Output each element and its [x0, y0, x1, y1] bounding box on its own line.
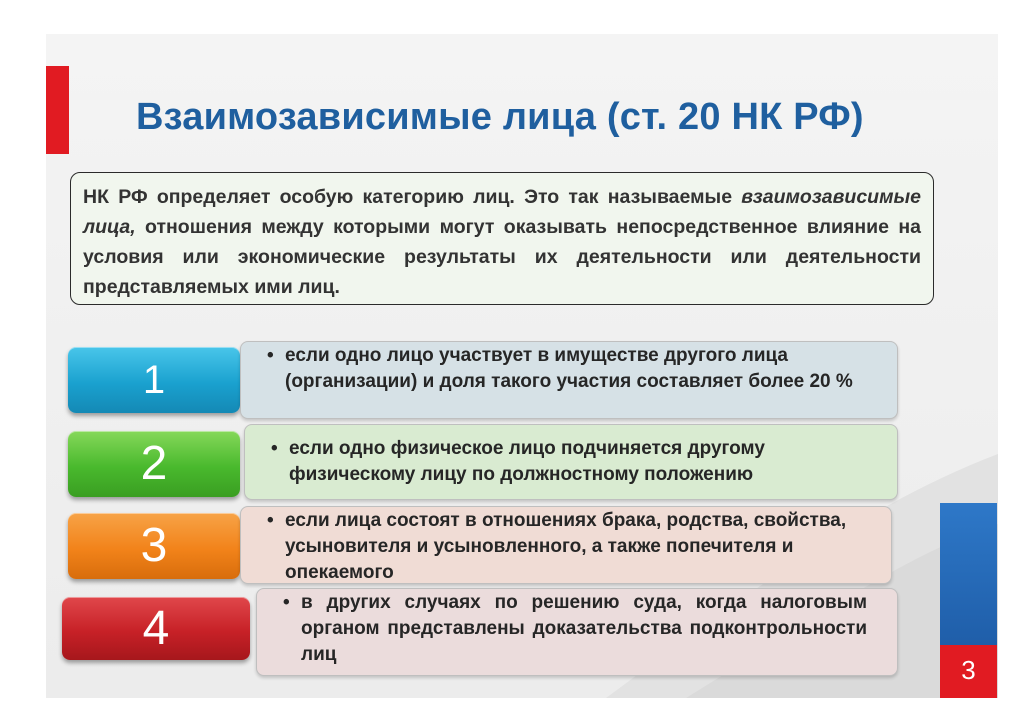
item-3-box — [240, 506, 892, 584]
item-2-number: 2 — [68, 431, 240, 497]
slide-title: Взаимозависимые лица (ст. 20 НК РФ) — [136, 96, 864, 138]
bullet-icon: • — [267, 510, 274, 531]
item-2-box — [244, 424, 898, 500]
title-accent-bar — [46, 66, 69, 154]
item-2-text: если одно физическое лицо подчиняется другому физическому лицу по должностному положению — [289, 438, 765, 485]
page-number: 3 — [940, 645, 997, 698]
definition-emphasis: взаимозависимые лица, — [83, 186, 921, 238]
item-4-box — [256, 588, 898, 676]
item-1-box — [240, 341, 898, 419]
bullet-icon: • — [271, 438, 278, 459]
side-accent-bar — [940, 503, 997, 645]
item-1-number: 1 — [68, 347, 240, 413]
item-3-number: 3 — [68, 513, 240, 579]
item-4-number: 4 — [62, 597, 250, 660]
item-3-text: если лица состоят в отношениях брака, родства, свойства, усыновителя и усыновленного, а также попечителя и опекаемого — [285, 510, 847, 583]
bullet-icon: • — [267, 345, 274, 366]
item-4-text: в других случаях по решению суда, когда налоговым органом представлены доказательства подконтрольности лиц — [301, 592, 867, 665]
definition-box — [70, 172, 934, 305]
item-1-text: если одно лицо участвует в имуществе другого лица (организации) и доля такого участия составляет более 20 % — [285, 345, 853, 392]
definition-text-part2: отношения между которыми могут оказывать непосредственное влияние на условия или экономические результаты их деятельности или деятельности представляемых ими лиц. — [83, 216, 921, 298]
bullet-icon: • — [283, 592, 290, 613]
definition-text-part1: НК РФ определяет особую категорию лиц. Это так называемые — [83, 186, 742, 208]
